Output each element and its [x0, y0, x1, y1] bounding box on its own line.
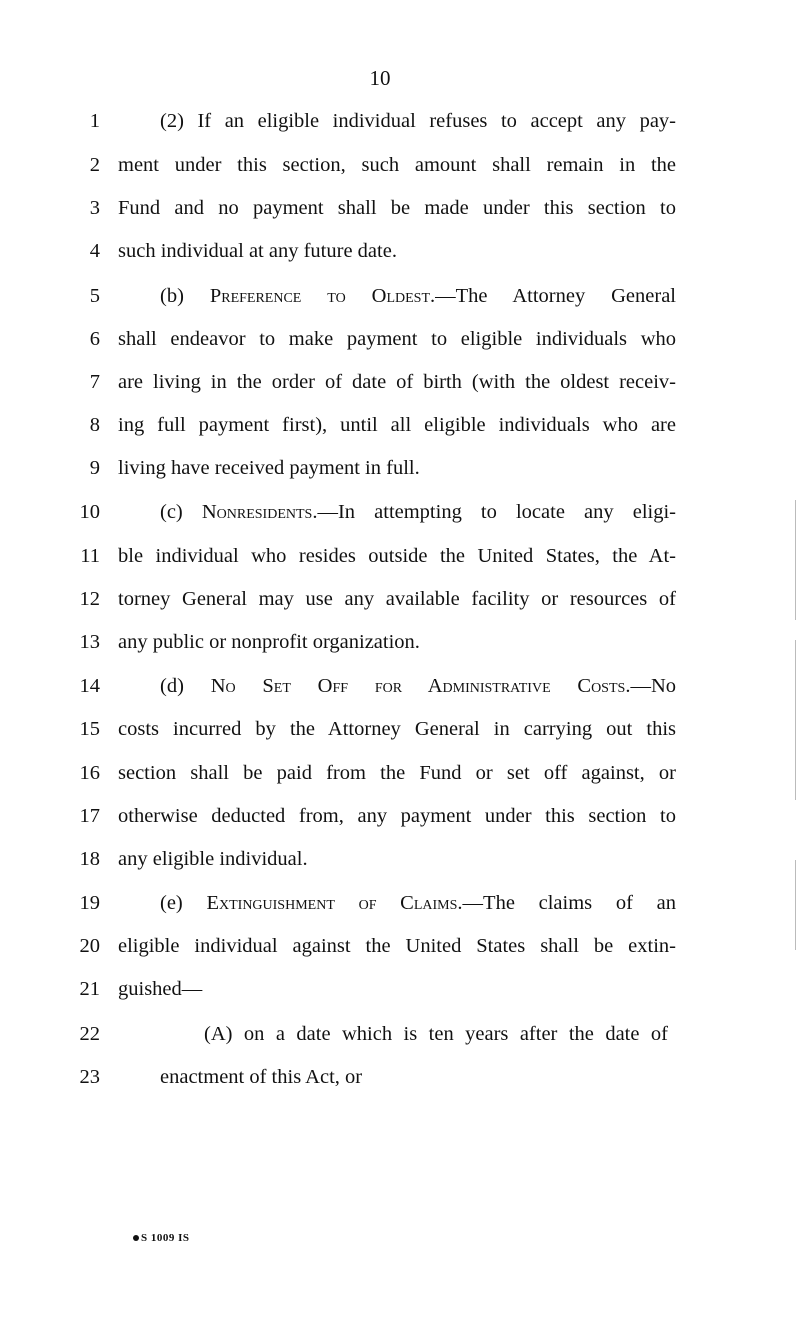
text-line	[0, 106, 700, 136]
page-number: 10	[369, 66, 391, 90]
text-line	[0, 584, 700, 614]
text-line	[0, 324, 700, 354]
text-line	[0, 150, 700, 180]
line-number: 20	[79, 935, 100, 957]
line-text: (d) No Set Off for Administrative Costs.—No	[160, 675, 676, 697]
line-number: 16	[79, 762, 100, 784]
text-line	[0, 758, 700, 788]
text-line	[0, 974, 700, 1004]
line-number: 13	[79, 631, 100, 653]
line-text: section shall be paid from the Fund or set off against, or	[118, 762, 676, 784]
text-line	[0, 1062, 700, 1092]
line-text: ment under this section, such amount shall remain in the	[118, 154, 676, 176]
line-text: (c) Nonresidents.—In attempting to locate any eligi-	[160, 501, 676, 523]
line-text: (e) Extinguishment of Claims.—The claims of an	[160, 892, 676, 914]
text-line	[0, 714, 700, 744]
line-text: torney General may use any available facility or resources of	[118, 588, 676, 610]
line-number: 19	[79, 892, 100, 914]
line-text: living have received payment in full.	[118, 457, 420, 479]
line-number: 4	[89, 240, 100, 262]
line-text: (b) Preference to Oldest.—The Attorney General	[160, 285, 676, 307]
line-text: guished—	[118, 978, 203, 1000]
line-text: (A) on a date which is ten years after the date of	[204, 1023, 668, 1045]
line-number: 11	[80, 545, 100, 567]
line-text: enactment of this Act, or	[160, 1066, 363, 1088]
scan-edge-mark	[795, 500, 796, 620]
section-heading: Extinguishment of Claims	[206, 892, 458, 914]
line-number: 8	[89, 414, 100, 436]
text-line	[0, 453, 700, 483]
line-text: any public or nonprofit organization.	[118, 631, 420, 653]
line-number: 1	[89, 110, 100, 132]
line-text: such individual at any future date.	[118, 240, 397, 262]
text-line	[0, 497, 700, 527]
text-line	[0, 671, 700, 701]
text-line	[0, 1019, 700, 1049]
line-number: 7	[89, 371, 100, 393]
text-line	[0, 844, 700, 874]
line-number: 3	[89, 197, 100, 219]
line-number: 6	[89, 328, 100, 350]
line-text: (2) If an eligible individual refuses to accept any pay-	[160, 110, 676, 132]
bullet-icon	[133, 1235, 139, 1241]
line-number: 21	[79, 978, 100, 1000]
line-number: 2	[89, 154, 100, 176]
section-heading: No Set Off for Administrative Costs	[210, 675, 626, 697]
line-text: any eligible individual.	[118, 848, 308, 870]
text-line	[0, 627, 700, 657]
text-line	[0, 367, 700, 397]
text-line	[0, 541, 700, 571]
line-text: Fund and no payment shall be made under this section to	[118, 197, 676, 219]
scan-edge-mark	[795, 640, 796, 800]
line-number: 10	[79, 501, 100, 523]
text-line	[0, 888, 700, 918]
section-heading: Nonresidents	[201, 501, 313, 523]
text-line	[0, 236, 700, 266]
line-number: 18	[79, 848, 100, 870]
line-number: 14	[79, 675, 100, 697]
line-number: 9	[89, 457, 100, 479]
line-number: 12	[79, 588, 100, 610]
text-line	[0, 281, 700, 311]
line-text: otherwise deducted from, any payment under this section to	[118, 805, 676, 827]
text-line	[0, 801, 700, 831]
line-text: shall endeavor to make payment to eligible individuals who	[118, 328, 676, 350]
line-text: costs incurred by the Attorney General in carrying out this	[118, 718, 676, 740]
scan-edge-mark	[795, 860, 796, 950]
line-text: eligible individual against the United States shall be extin-	[118, 935, 676, 957]
line-number: 5	[89, 285, 100, 307]
line-text: ing full payment first), until all eligible individuals who are	[118, 414, 676, 436]
line-number: 22	[79, 1023, 100, 1045]
line-number: 15	[79, 718, 100, 740]
bill-identifier: S 1009 IS	[133, 1232, 190, 1244]
text-line	[0, 931, 700, 961]
line-number: 23	[79, 1066, 100, 1088]
text-line	[0, 193, 700, 223]
line-number: 17	[79, 805, 100, 827]
text-line	[0, 410, 700, 440]
line-text: are living in the order of date of birth (with the oldest receiv-	[118, 371, 676, 393]
line-text: ble individual who resides outside the United States, the At-	[118, 545, 676, 567]
section-heading: Preference to Oldest	[209, 285, 431, 307]
